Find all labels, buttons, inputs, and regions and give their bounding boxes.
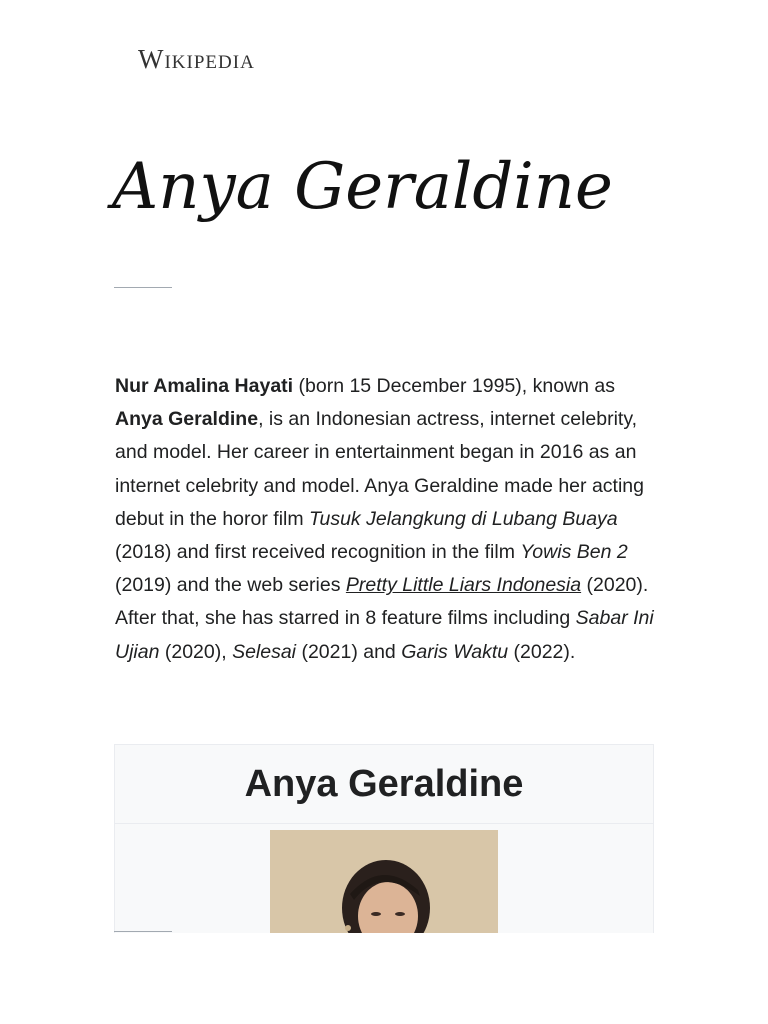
infobox-title: Anya Geraldine: [115, 745, 653, 824]
lead-paragraph: [115, 370, 655, 669]
lead-text: (2019) and the web series: [115, 574, 346, 597]
wikipedia-wordmark[interactable]: Wikipedia: [138, 44, 255, 74]
subject-known-name: Anya Geraldine: [115, 408, 259, 431]
infobox: [114, 744, 654, 933]
lead-text: (born 15 December 1995), known as: [293, 375, 616, 397]
film-title: Yowis Ben 2: [520, 541, 628, 564]
film-title: Tusuk Jelangkung di Lubang Buaya: [309, 507, 618, 530]
lead-text: (2022).: [508, 640, 576, 663]
subject-birth-name: Nur Amalina Hayati: [115, 375, 294, 397]
title-divider: [114, 287, 172, 288]
page-title: Anya Geraldine: [112, 150, 613, 224]
lead-text: , is an Indonesian actress, internet celebrity, and model. Her career in entertainment began in 2016 as an internet celebrity and model. Anya Geraldine made her acting debut in the horor film: [115, 408, 644, 530]
portrait-photo-icon: [270, 830, 498, 933]
film-title: Sabar Ini Ujian: [115, 607, 654, 663]
lead-text: (2021) and: [296, 640, 402, 663]
web-series-link[interactable]: Pretty Little Liars Indonesia: [345, 574, 582, 597]
portrait-photo[interactable]: [270, 830, 498, 933]
lead-text: (2020). After that, she has starred in 8 feature films including: [115, 574, 649, 630]
lead-text: (2018) and first received recognition in the film: [115, 541, 521, 564]
lead-text: (2020),: [159, 640, 233, 663]
footer-divider: [114, 931, 172, 932]
film-title: Selesai: [232, 640, 297, 663]
film-title: Garis Waktu: [401, 640, 509, 663]
